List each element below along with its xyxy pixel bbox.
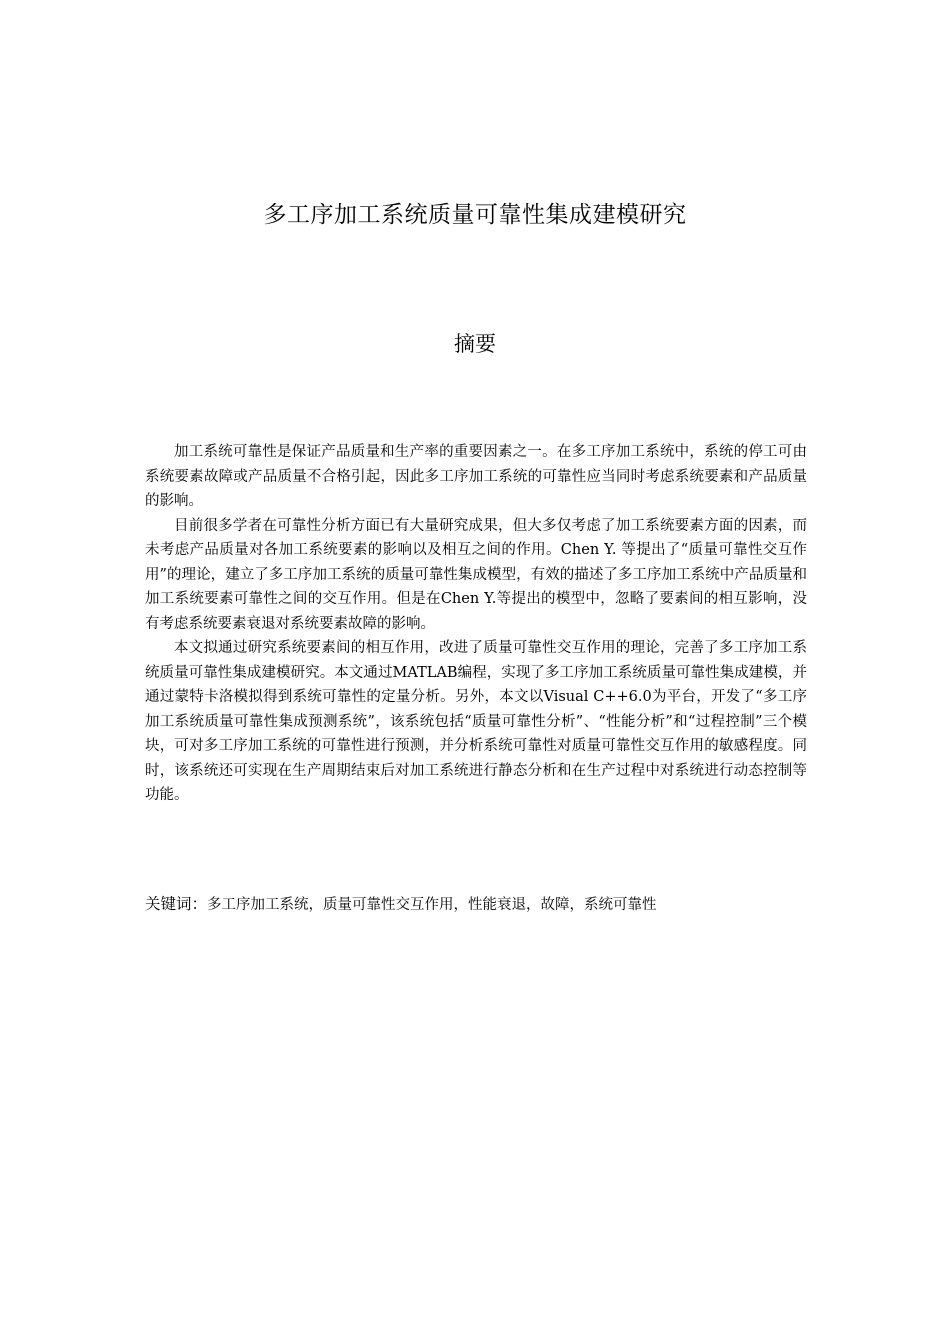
abstract-paragraph: 本文拟通过研究系统要素间的相互作用，改进了质量可靠性交互作用的理论，完善了多工序加工系统质量可靠性集成建模研究。本文通过MATLAB编程，实现了多工序加工系统质量可靠性集成建模，并通过蒙特卡洛模拟得到系统可靠性的定量分析。另外，本文以Visual C++6.0为平台，开发了“多工序加工系统质量可靠性集成预测系统”，该系统包括“质量可靠性分析”、“性能分析”和“过程控制”三个模块，可对多工序加工系统的可靠性进行预测，并分析系统可靠性对质量可靠性交互作用的敏感程度。同时，该系统还可实现在生产周期结束后对加工系统进行静态分析和在生产过程中对系统进行动态控制等功能。 <box>145 640 807 803</box>
abstract-heading: 摘要 <box>454 332 496 356</box>
abstract-paragraph: 加工系统可靠性是保证产品质量和生产率的重要因素之一。在多工序加工系统中，系统的停工可由系统要素故障或产品质量不合格引起，因此多工序加工系统的可靠性应当同时考虑系统要素和产品质量的影响。 <box>145 444 807 509</box>
keywords-line <box>145 892 807 917</box>
document-title: 多工序加工系统质量可靠性集成建模研究 <box>263 202 687 228</box>
keywords-label: 关键词： <box>145 895 208 913</box>
abstract-body <box>145 440 807 808</box>
abstract-paragraph: 目前很多学者在可靠性分析方面已有大量研究成果，但大多仅考虑了加工系统要素方面的因素，而未考虑产品质量对各加工系统要素的影响以及相互之间的作用。Chen Y. 等提出了“质量可靠性交互作用”的理论，建立了多工序加工系统的质量可靠性集成模型，有效的描述了多工序加工系统中产品质量和加工系统要素可靠性之间的交互作用。但是在Chen Y.等提出的模型中，忽略了要素间的相互影响，没有考虑系统要素衰退对系统要素故障的影响。 <box>145 517 807 632</box>
keywords-text: 多工序加工系统，质量可靠性交互作用，性能衰退，故障，系统可靠性 <box>207 897 657 913</box>
